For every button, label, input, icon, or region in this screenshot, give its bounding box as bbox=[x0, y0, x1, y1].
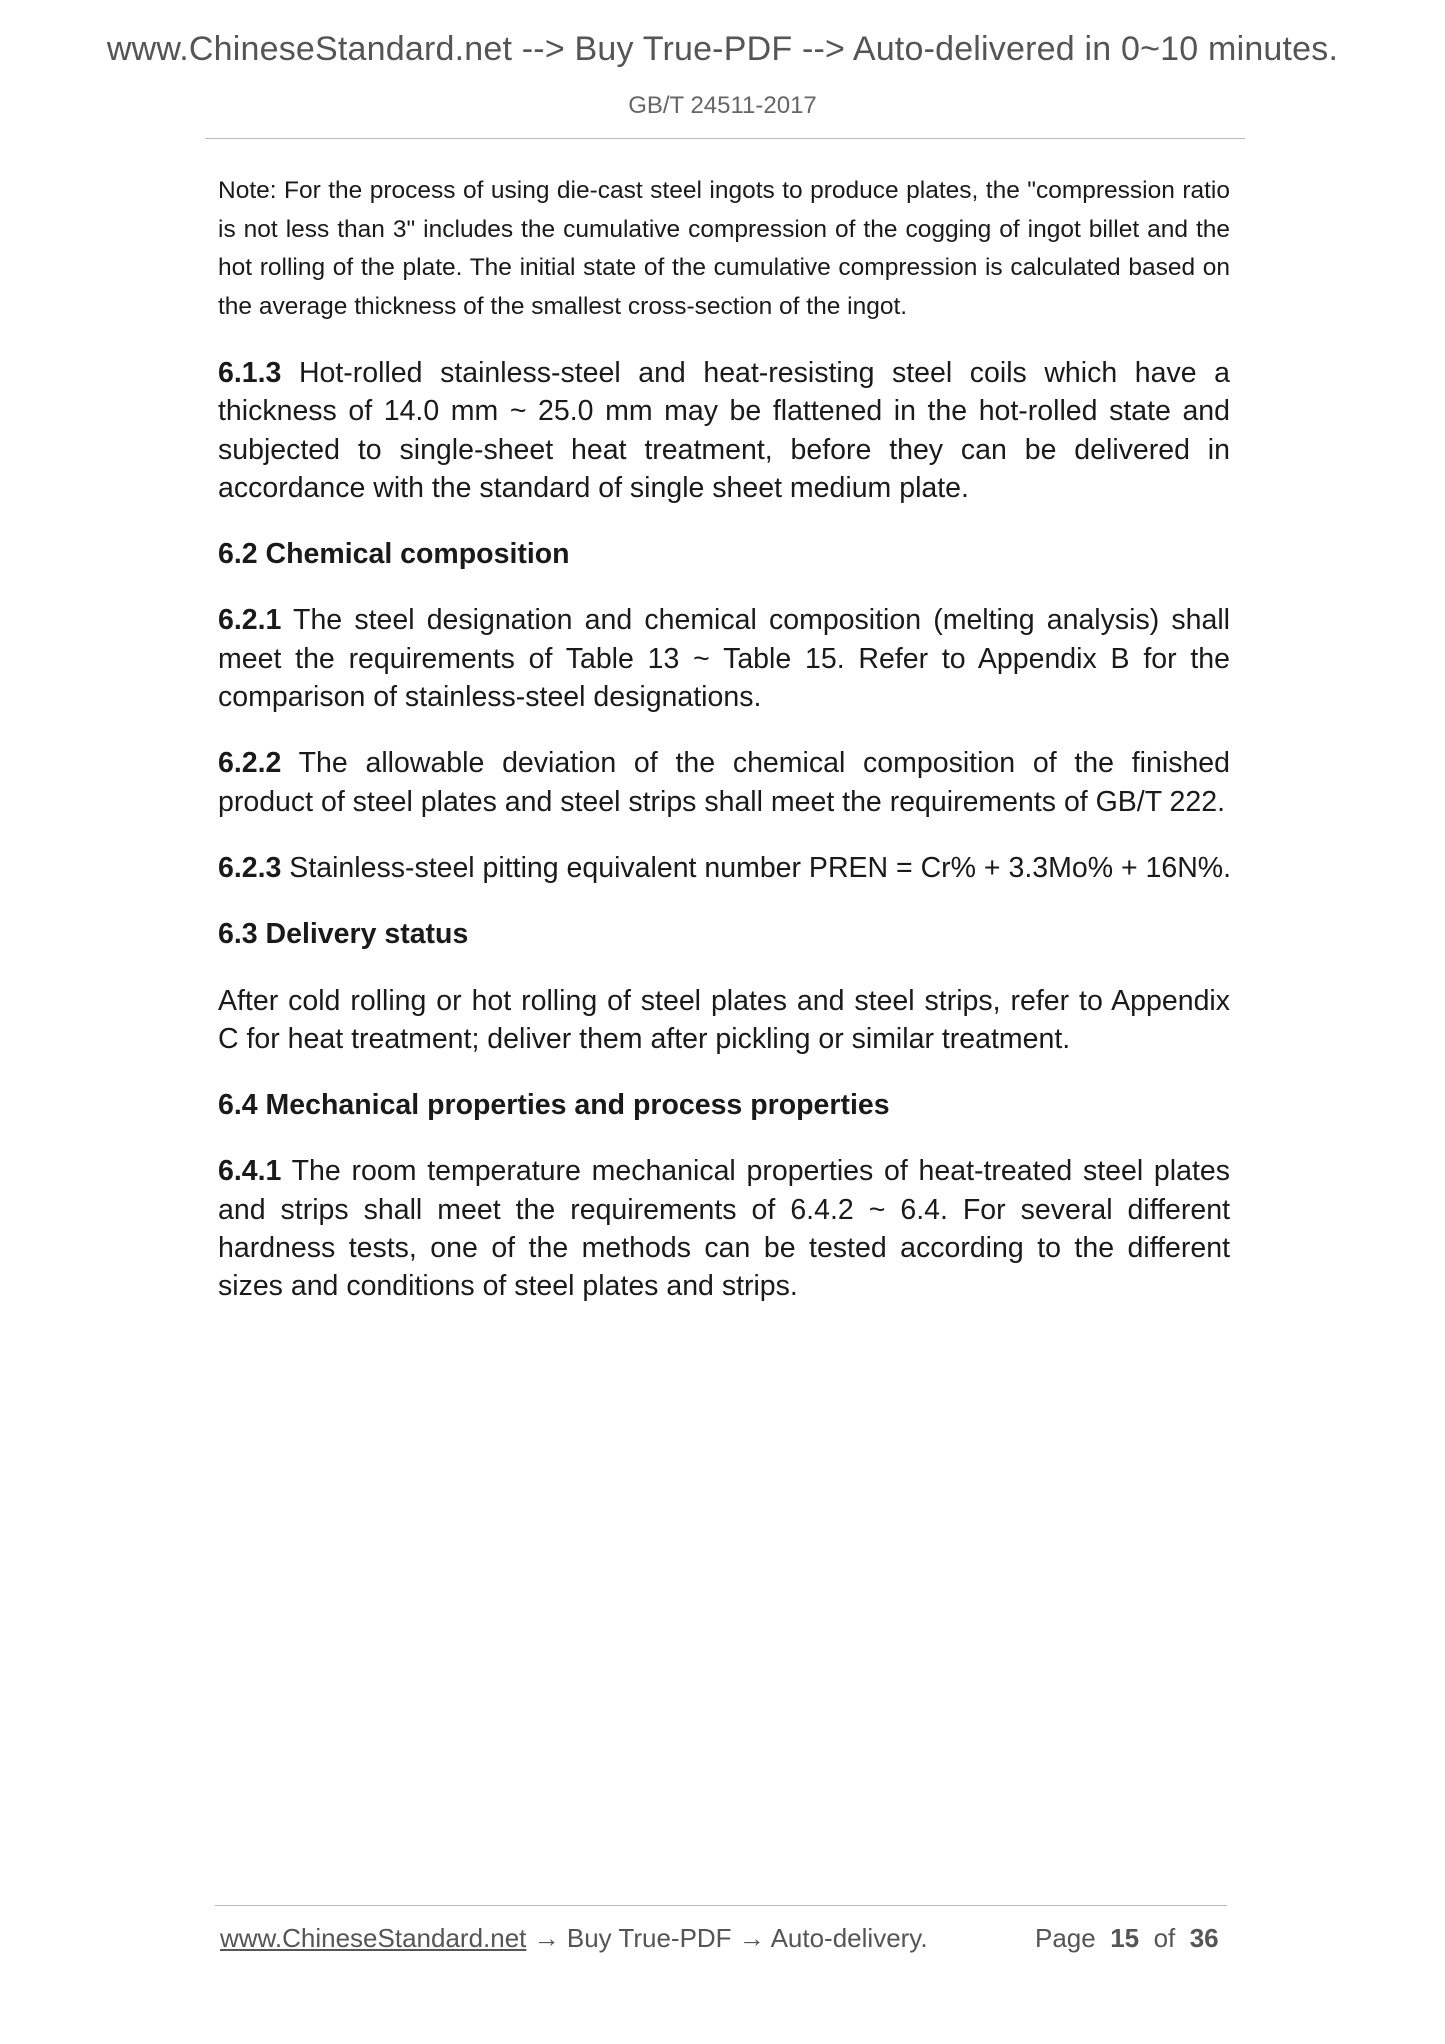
clause-number: 6.2.1 bbox=[218, 604, 282, 637]
clause-text: The steel designation and chemical composition (melting analysis) shall meet the requirements of Table 13 ~ Table 15. Refer to Appendix B for the comparison of stainless-steel designations. bbox=[218, 604, 1230, 714]
footer-divider bbox=[215, 1905, 1227, 1906]
clause-text: The allowable deviation of the chemical composition of the finished product of steel plates and steel strips shall meet the requirements of GB/T 222. bbox=[218, 747, 1230, 818]
header-divider bbox=[205, 138, 1245, 139]
clause-number: 6.4.1 bbox=[218, 1155, 282, 1188]
clause-number: 6.2.2 bbox=[218, 747, 282, 780]
footer-promo-text: → Buy True-PDF → Auto-delivery. bbox=[526, 1923, 928, 1953]
section-heading-6-4: 6.4 Mechanical properties and process properties bbox=[218, 1089, 890, 1122]
document-body bbox=[218, 172, 1230, 1334]
clause-text: The room temperature mechanical properties of heat-treated steel plates and strips shall meet the requirements of 6.4.2 ~ 6.4. For several different hardness tests, one of the methods can be tested according to the different sizes and conditions of steel plates and strips. bbox=[218, 1155, 1230, 1303]
of-label: of bbox=[1153, 1923, 1176, 1953]
clause-text: Stainless-steel pitting equivalent number PREN = Cr% + 3.3Mo% + 16N%. bbox=[281, 851, 1232, 884]
page-indicator bbox=[1035, 1923, 1219, 1954]
current-page: 15 bbox=[1110, 1923, 1140, 1953]
clause-number: 6.2.3 bbox=[218, 851, 282, 884]
page-label: Page bbox=[1035, 1923, 1096, 1953]
clause-text: Hot-rolled stainless-steel and heat-resisting steel coils which have a thickness of 14.0 mm ~ 25.0 mm may be flattened in the hot-rolled state and subjected to single-sheet heat treatment, before they can be delivered in accordance with the standard of single sheet medium plate. bbox=[218, 357, 1230, 504]
section-heading-6-2: 6.2 Chemical composition bbox=[218, 538, 570, 571]
clause-6-2-1 bbox=[218, 601, 1230, 716]
section-heading-6-3: 6.3 Delivery status bbox=[218, 918, 469, 951]
document-id: GB/T 24511-2017 bbox=[628, 92, 817, 119]
clause-6-2-3 bbox=[218, 849, 1230, 887]
site-banner: www.ChineseStandard.net --> Buy True-PDF --> Auto-delivered in 0~10 minutes. bbox=[106, 30, 1339, 68]
total-pages: 36 bbox=[1189, 1923, 1219, 1953]
clause-6-2-2 bbox=[218, 744, 1230, 821]
footer-promo bbox=[220, 1923, 928, 1954]
paragraph-6-3: After cold rolling or hot rolling of steel plates and steel strips, refer to Appendix C for heat treatment; deliver them after pickling or similar treatment. bbox=[218, 984, 1230, 1055]
footer-site-link[interactable]: www.ChineseStandard.net bbox=[220, 1923, 527, 1953]
clause-6-1-3 bbox=[218, 354, 1230, 507]
clause-number: 6.1.3 bbox=[218, 357, 282, 389]
note-paragraph: Note: For the process of using die-cast steel ingots to produce plates, the "compression ratio is not less than 3" includes the cumulative compression of the cogging of ingot billet and the hot rolling of the plate. The initial state of the cumulative compression is calculated based on the average thickness of the smallest cross-section of the ingot. bbox=[218, 177, 1230, 320]
clause-6-4-1 bbox=[218, 1152, 1230, 1305]
